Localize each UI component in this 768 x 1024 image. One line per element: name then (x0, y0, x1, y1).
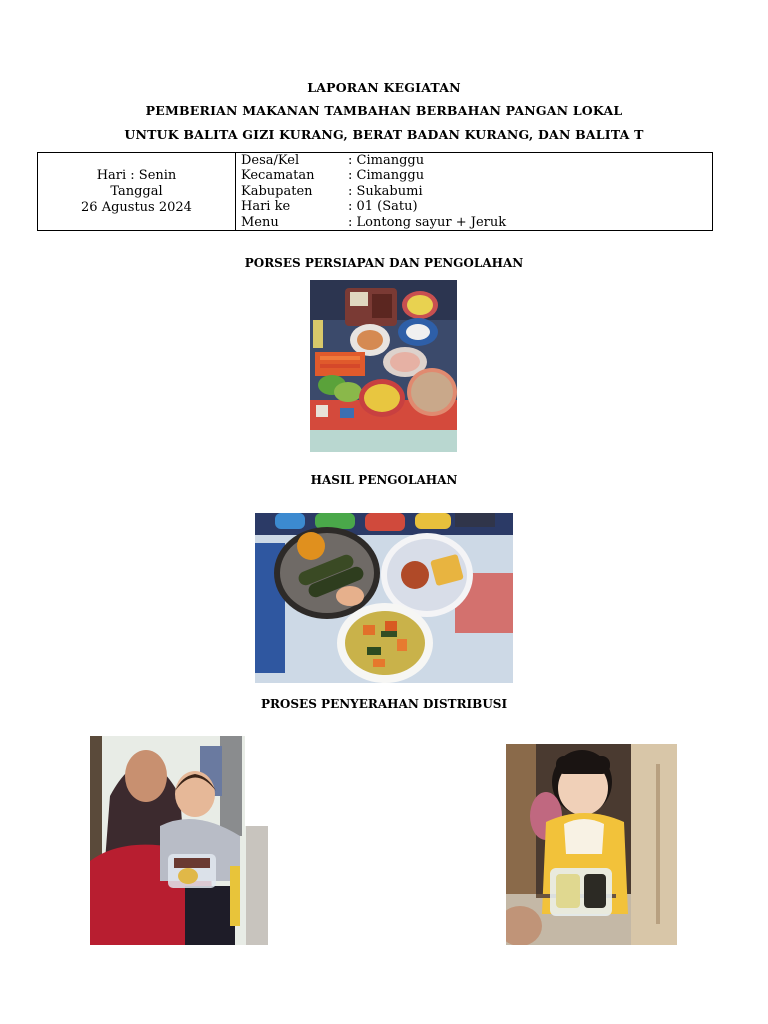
info-label: Menu (241, 214, 279, 230)
info-value: : Lontong sayur + Jeruk (348, 214, 507, 230)
info-label: Hari ke (241, 199, 291, 215)
photo-distribution-child (506, 744, 677, 945)
info-row-menu (241, 215, 712, 231)
info-row-day-number (241, 199, 712, 215)
photo-distribution-mother-child (90, 736, 268, 945)
report-title: LAPORAN KEGIATAN (307, 80, 461, 95)
section-title-preparation: PORSES PERSIAPAN DAN PENGOLAHAN (244, 256, 524, 270)
info-date-cell (38, 153, 236, 230)
info-row-village (241, 153, 712, 169)
section-title-distribution: PROSES PENYERAHAN DISTRIBUSI (260, 697, 508, 711)
info-row-regency (241, 184, 712, 200)
info-value: : Sukabumi (348, 183, 423, 199)
info-value: : Cimanggu (348, 168, 425, 184)
info-value: : Cimanggu (348, 152, 425, 168)
info-label: Kabupaten (241, 183, 313, 199)
photo-ingredients (310, 280, 457, 452)
info-table (37, 152, 713, 231)
info-row-district (241, 168, 712, 184)
info-date-value: 26 Agustus 2024 (81, 199, 192, 215)
info-label: Desa/Kel (241, 152, 300, 168)
photo-cooked-meal (255, 513, 513, 683)
info-details-cell (236, 153, 712, 230)
info-value: : 01 (Satu) (348, 199, 418, 215)
report-target: UNTUK BALITA GIZI KURANG, BERAT BADAN KURANG, DAN BALITA T (124, 127, 644, 142)
info-date-label: Tanggal (110, 183, 163, 199)
info-label: Kecamatan (241, 168, 315, 184)
report-subtitle: PEMBERIAN MAKANAN TAMBAHAN BERBAHAN PANGAN LOKAL (145, 103, 623, 118)
info-day: Hari : Senin (96, 167, 177, 183)
section-title-result: HASIL PENGOLAHAN (310, 473, 458, 487)
